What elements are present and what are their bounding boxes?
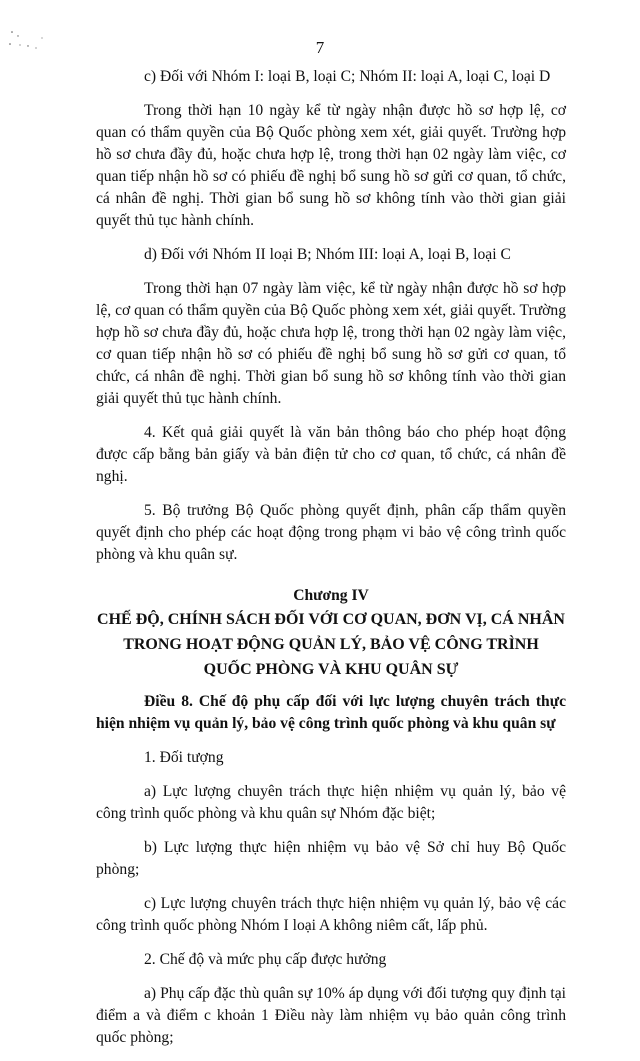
paragraph-c: c) Đối với Nhóm I: loại B, loại C; Nhóm II: loại A, loại C, loại D	[144, 68, 551, 85]
chapter-title-line-1: CHẾ ĐỘ, CHÍNH SÁCH ĐỐI VỚI CƠ QUAN, ĐƠN VỊ, CÁ NHÂN	[97, 611, 565, 628]
paragraph-c-detail: Trong thời hạn 10 ngày kể từ ngày nhận được hồ sơ hợp lệ, cơ quan có thẩm quyền của Bộ Quốc phòng xem xét, giải quyết. Trường hợp hồ sơ chưa đầy đủ, hoặc chưa hợp lệ, trong thời hạn 02 ngày làm việc, cơ quan tiếp nhận hồ sơ có phiếu đề nghị bổ sung hồ sơ gửi cơ quan, tổ chức, cá nhân đề nghị. Thời gian bổ sung hồ sơ không tính vào thời gian giải quyết thủ tục hành chính.	[96, 102, 566, 229]
section-1: 1. Đối tượng	[144, 749, 224, 766]
paragraph-d-detail: Trong thời hạn 07 ngày làm việc, kể từ ngày nhận được hồ sơ hợp lệ, cơ quan có thẩm quyền của Bộ Quốc phòng xem xét, giải quyết. Trường hợp hồ sơ chưa đầy đủ, hoặc chưa hợp lệ, trong thời hạn 02 ngày làm việc, cơ quan tiếp nhận hồ sơ có phiếu đề nghị bổ sung hồ sơ gửi cơ quan, tổ chức, cá nhân đề nghị. Thời gian bổ sung hồ sơ không tính vào thời gian giải quyết thủ tục hành chính.	[96, 280, 566, 407]
paragraph-5: 5. Bộ trưởng Bộ Quốc phòng quyết định, phân cấp thẩm quyền quyết định cho phép các hoạt động trong phạm vi bảo vệ công trình quốc phòng và khu quân sự.	[96, 502, 566, 563]
section-1-c: c) Lực lượng chuyên trách thực hiện nhiệm vụ quản lý, bảo vệ các công trình quốc phòng Nhóm I loại A không niêm cất, lấp phủ.	[96, 895, 566, 934]
section-2: 2. Chế độ và mức phụ cấp được hưởng	[144, 951, 387, 968]
article-heading: Điều 8. Chế độ phụ cấp đối với lực lượng chuyên trách thực hiện nhiệm vụ quản lý, bảo vệ công trình quốc phòng và khu quân sự	[96, 693, 566, 732]
page-number: 7	[315, 38, 325, 57]
section-1-b: b) Lực lượng thực hiện nhiệm vụ bảo vệ Sở chỉ huy Bộ Quốc phòng;	[96, 839, 566, 878]
chapter-heading	[96, 586, 566, 681]
section-2-a: a) Phụ cấp đặc thù quân sự 10% áp dụng với đối tượng quy định tại điểm a và điểm c khoản 1 Điều này làm nhiệm vụ bảo quản công trình quốc phòng;	[96, 985, 566, 1046]
chapter-number: Chương IV	[293, 587, 369, 604]
section-1-a: a) Lực lượng chuyên trách thực hiện nhiệm vụ quản lý, bảo vệ công trình quốc phòng và khu quân sự Nhóm đặc biệt;	[96, 783, 566, 822]
document-body	[96, 66, 566, 1061]
chapter-title-line-3: QUỐC PHÒNG VÀ KHU QUÂN SỰ	[203, 661, 459, 678]
paragraph-d: d) Đối với Nhóm II loại B; Nhóm III: loại A, loại B, loại C	[144, 246, 511, 263]
paragraph-4: 4. Kết quả giải quyết là văn bản thông báo cho phép hoạt động được cấp bằng bản giấy và bản điện tử cho cơ quan, tổ chức, cá nhân đề nghị.	[96, 424, 566, 485]
chapter-title-line-2: TRONG HOẠT ĐỘNG QUẢN LÝ, BẢO VỆ CÔNG TRÌNH	[123, 636, 539, 653]
